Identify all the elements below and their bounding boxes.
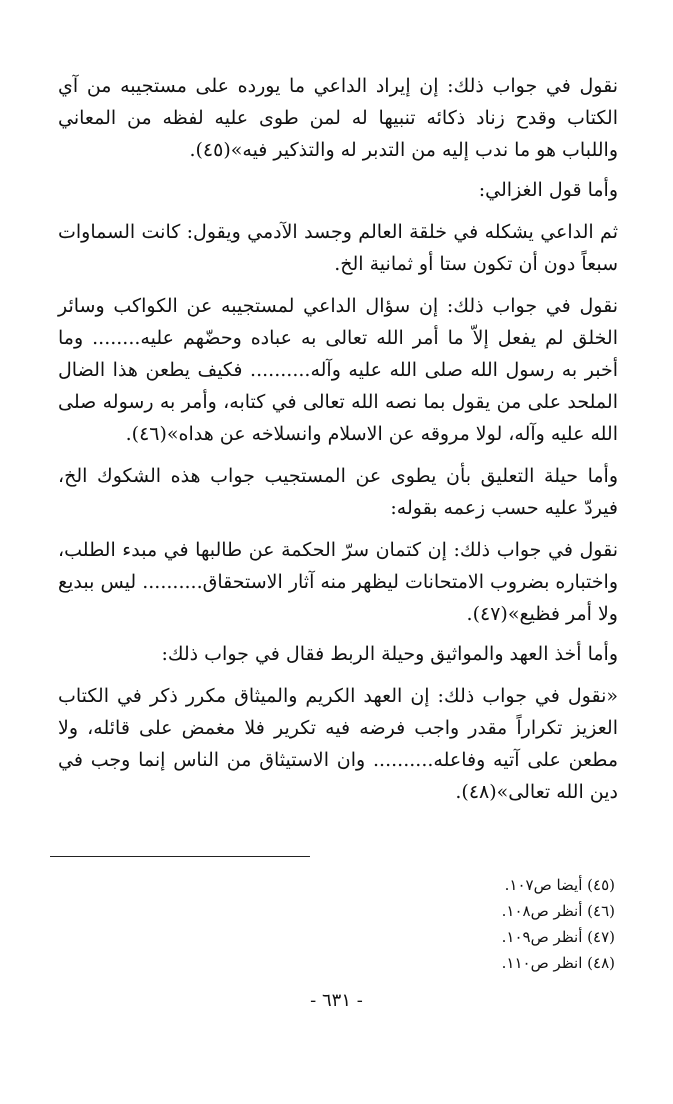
footnote: (٤٧) أنظر ص١٠٩. [501, 928, 615, 946]
paragraph: وأما أخذ العهد والمواثيق وحيلة الربط فقال في جواب ذلك: [161, 643, 618, 665]
paragraph: ثم الداعي يشكله في خلقة العالم وجسد الآدمي ويقول: كانت السماوات سبعاً دون أن تكون ستا أو ثمانية الخ. [58, 221, 618, 275]
paragraph: وأما حيلة التعليق بأن يطوى عن المستجيب جواب هذه الشكوك الخ، فيردّ عليه حسب زعمه بقوله: [58, 465, 618, 519]
footnote: (٤٦) أنظر ص١٠٨. [501, 902, 615, 920]
paragraph: وأما قول الغزالي: [478, 179, 618, 201]
footnote: (٤٨) انظر ص١١٠. [501, 954, 615, 972]
paragraph: «نقول في جواب ذلك: إن العهد الكريم والميثاق مكرر ذكر في الكتاب العزيز تكراراً مقدر واجب فرضه فيه تكرير فلا مغمض على قائله، ولا مطعن على آتيه وفاعله.......... وان الاستيثاق من الناس إنما وجب في دين الله تعالى»(٤٨). [58, 685, 618, 803]
footnote: (٤٥) أيضا ص١٠٧. [504, 876, 615, 894]
paragraph: نقول في جواب ذلك: إن سؤال الداعي لمستجيبه عن الكواكب وسائر الخلق لم يفعل إلاّ ما أمر الله تعالى به عباده وحضّهم عليه........ وما أخبر به رسول الله صلى الله عليه وآله.......... فكيف يطعن هذا الضال الملحد على من يقول بما نصه الله تعالى في كتابه، وأمر به رسوله صلى الله عليه وآله، لولا مروقه عن الاسلام وانسلاخه عن هداه»(٤٦). [58, 295, 618, 445]
footnotes [315, 872, 615, 976]
page-number: - ٦٣١ - [310, 990, 363, 1011]
footnote-separator [50, 856, 310, 857]
paragraph: نقول في جواب ذلك: إن كتمان سرّ الحكمة عن طالبها في مبدء الطلب، واختباره بضروب الامتحانات ليظهر منه آثار الاستحقاق.......... ليس ببديع ولا أمر فظيع»(٤٧). [58, 539, 618, 625]
body-text [58, 70, 618, 808]
paragraph: نقول في جواب ذلك: إن إيراد الداعي ما يورده على مستجيبه من آي الكتاب وقدح زناد ذكائه تنبيها له لمن طوى عليه لفظه من المعاني واللباب هو ما ندب إليه من التدبر له والتذكير فيه»(٤٥). [58, 75, 618, 161]
